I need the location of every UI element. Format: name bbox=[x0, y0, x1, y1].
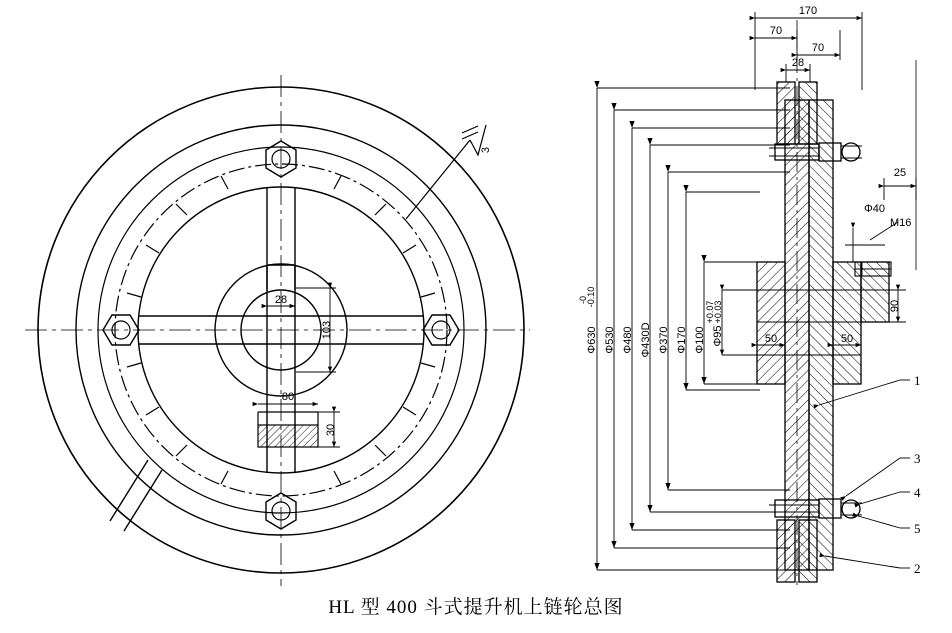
side-dim-phi100: Φ100 bbox=[694, 326, 706, 354]
side-dim-90: 90 bbox=[889, 299, 901, 313]
side-dim-phi480: Φ480 bbox=[622, 326, 634, 354]
front-dim-28: 28 bbox=[274, 294, 288, 306]
item-number-3: 3 bbox=[914, 451, 921, 466]
item-number-1: 1 bbox=[914, 373, 921, 388]
side-dim-phi630: Φ630 bbox=[586, 326, 598, 354]
top-dim-chain bbox=[755, 12, 862, 90]
item-number-4: 4 bbox=[914, 485, 921, 500]
side-dim-phi370: Φ370 bbox=[658, 326, 670, 354]
side-dim-phi630-tol-lower: -0.10 bbox=[586, 286, 596, 308]
item-number-5: 5 bbox=[914, 521, 921, 536]
side-dim-25: 25 bbox=[893, 167, 907, 179]
side-dim-50a: 50 bbox=[764, 333, 778, 345]
side-dim-phi630-tol-upper: -0 bbox=[578, 295, 588, 305]
side-dim-28: 28 bbox=[791, 57, 805, 69]
front-dim-80: 80 bbox=[281, 391, 295, 403]
front-dim-103: 103 bbox=[321, 320, 333, 340]
side-dim-m16: M16 bbox=[890, 217, 912, 229]
front-finish-3: 3 bbox=[480, 146, 492, 154]
side-dim-phi530: Φ530 bbox=[604, 326, 616, 354]
rim-notch bbox=[110, 460, 162, 531]
side-dim-phi95: Φ95 bbox=[712, 325, 724, 347]
front-center-lines bbox=[25, 75, 530, 586]
side-view-group bbox=[597, 12, 916, 585]
side-dim-phi40: Φ40 bbox=[864, 203, 886, 215]
finish-mark-leader bbox=[406, 125, 486, 219]
side-dim-70b: 70 bbox=[811, 42, 825, 54]
side-dim-50b: 50 bbox=[840, 333, 854, 345]
front-dim-30: 30 bbox=[325, 423, 337, 437]
side-dim-phi95-tol-upper: +0.07 bbox=[705, 300, 715, 324]
side-dim-170: 170 bbox=[798, 5, 818, 17]
side-dim-70a: 70 bbox=[769, 25, 783, 37]
front-dim-lines bbox=[258, 288, 340, 447]
front-view-group bbox=[25, 75, 530, 586]
figure-caption: HL 型 400 斗式提升机上链轮总图 bbox=[328, 597, 624, 618]
side-dim-phi170: Φ170 bbox=[676, 326, 688, 354]
side-dim-phi95-tol-lower: +0.03 bbox=[713, 300, 723, 324]
side-dim-phi430d: Φ430D bbox=[640, 322, 652, 358]
item-number-2: 2 bbox=[914, 561, 921, 576]
